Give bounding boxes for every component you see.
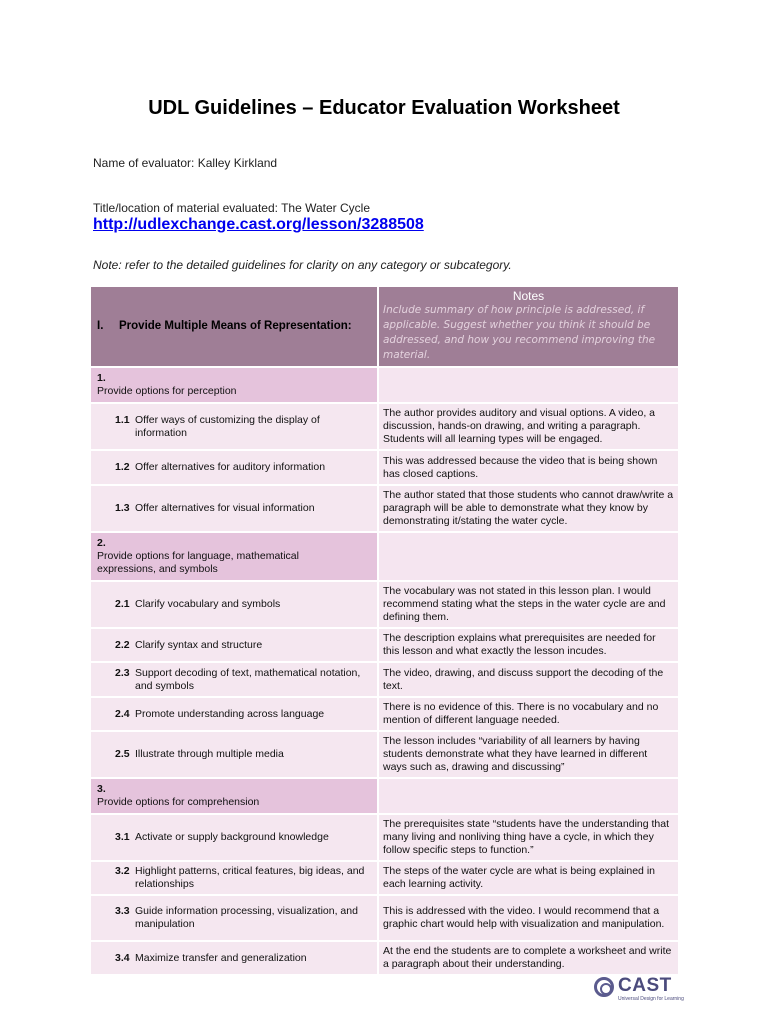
table-row <box>91 896 678 940</box>
section-label: Provide options for language, mathematical expressions, and symbols <box>97 550 299 575</box>
item-note[interactable]: This was addressed because the video that is being shown has closed captions. <box>377 451 678 484</box>
principle-header <box>91 287 377 366</box>
item-note[interactable]: This is addressed with the video. I would recommend that a graphic chart would help with visualization and manipulation. <box>377 896 678 940</box>
item-label: Support decoding of text, mathematical notation, and symbols <box>135 666 361 692</box>
section-row <box>91 533 678 580</box>
item-number: 2.2 <box>115 638 130 651</box>
item-label: Offer ways of customizing the display of information <box>135 413 320 439</box>
section-row <box>91 368 678 402</box>
item-number: 1.3 <box>115 502 130 514</box>
item-number: 2.1 <box>115 598 130 610</box>
table-row <box>91 404 678 449</box>
notes-header <box>377 287 678 366</box>
cast-logo-name: CAST <box>618 975 672 996</box>
item-note[interactable]: The steps of the water cycle are what is being explained in each learning activity. <box>377 862 678 894</box>
table-row <box>91 815 678 860</box>
item-number: 1.1 <box>115 413 130 426</box>
section-notes-cell[interactable] <box>377 368 678 402</box>
item-note[interactable]: The description explains what prerequisites are needed for this lesson and what exactly the lesson incudes. <box>377 629 678 661</box>
item-note[interactable]: There is no evidence of this. There is no vocabulary and no mention of different language needed. <box>377 698 678 730</box>
table-row <box>91 663 678 696</box>
page-title: UDL Guidelines – Educator Evaluation Worksheet <box>148 97 620 119</box>
item-label: Activate or supply background knowledge <box>135 831 329 843</box>
item-number: 3.2 <box>115 865 130 877</box>
section-row <box>91 779 678 813</box>
evaluation-table <box>91 285 678 976</box>
table-row <box>91 629 678 661</box>
item-number: 1.2 <box>115 461 130 473</box>
item-number: 2.5 <box>115 748 130 760</box>
item-note[interactable]: The prerequisites state “students have the understanding that many living and nonliving thing have a cycle, in which they follow specific steps to function.” <box>377 815 678 860</box>
section-label: Provide options for comprehension <box>97 796 260 808</box>
item-label: Highlight patterns, critical features, big ideas, and relationships <box>135 865 365 890</box>
item-label: Offer alternatives for auditory information <box>135 461 326 473</box>
table-row <box>91 486 678 531</box>
item-label: Maximize transfer and generalization <box>135 951 307 964</box>
item-label: Clarify syntax and structure <box>135 638 263 651</box>
item-note[interactable]: The vocabulary was not stated in this lesson plan. I would recommend stating what the steps in the water cycle are and defining them. <box>377 582 678 627</box>
principle-label: Provide Multiple Means of Representation: <box>119 320 352 332</box>
item-number: 2.3 <box>115 666 130 679</box>
cast-logo-tagline: Universal Design for Learning <box>618 996 684 1002</box>
item-note[interactable]: The author provides auditory and visual options. A video, a discussion, hands-on drawing, and writing a paragraph. Students will all learning types will be engaged. <box>377 404 678 449</box>
item-label: Promote understanding across language <box>135 707 325 720</box>
item-label: Illustrate through multiple media <box>135 748 284 760</box>
table-row <box>91 862 678 894</box>
section-number: 1. <box>97 372 106 384</box>
item-label: Offer alternatives for visual information <box>135 502 315 514</box>
item-note[interactable]: The lesson includes “variability of all learners by having students demonstrate what they have learned in different ways such as, drawing and discussing” <box>377 732 678 777</box>
guidelines-note: Note: refer to the detailed guidelines for clarity on any category or subcategory. <box>93 258 512 272</box>
notes-title: Notes <box>512 289 545 303</box>
table-row <box>91 942 678 974</box>
cast-logo <box>594 975 684 1006</box>
item-number: 2.4 <box>115 707 130 720</box>
notes-instructions: Include summary of how principle is addressed, if applicable. Suggest whether you think it should be addressed, and how you recommend improving the material. <box>383 304 656 361</box>
cast-logo-icon <box>594 977 614 997</box>
item-note[interactable]: At the end the students are to complete a worksheet and write a paragraph about their understanding. <box>377 942 678 974</box>
table-row <box>91 732 678 777</box>
item-note[interactable]: The video, drawing, and discuss support the decoding of the text. <box>377 663 678 696</box>
table-row <box>91 451 678 484</box>
principle-number: I. <box>97 320 104 332</box>
principle-header-row <box>91 287 678 366</box>
item-label: Guide information processing, visualization, and manipulation <box>135 905 358 930</box>
section-number: 3. <box>97 783 106 795</box>
item-note[interactable]: The author stated that those students who cannot draw/write a paragraph will be able to demonstrate what they know by demonstrating it/stating the water cycle. <box>377 486 678 531</box>
section-notes-cell[interactable] <box>377 533 678 580</box>
item-number: 3.1 <box>115 831 130 843</box>
material-title: Title/location of material evaluated: The Water Cycle <box>93 201 371 215</box>
item-number: 3.4 <box>115 951 130 964</box>
section-notes-cell[interactable] <box>377 779 678 813</box>
table-row <box>91 582 678 627</box>
item-number: 3.3 <box>115 905 130 917</box>
section-number: 2. <box>97 537 106 549</box>
table-row <box>91 698 678 730</box>
section-label: Provide options for perception <box>97 385 237 397</box>
item-label: Clarify vocabulary and symbols <box>135 598 281 610</box>
lesson-link[interactable]: http://udlexchange.cast.org/lesson/3288508 <box>93 216 424 233</box>
evaluator-name: Name of evaluator: Kalley Kirkland <box>93 156 278 170</box>
